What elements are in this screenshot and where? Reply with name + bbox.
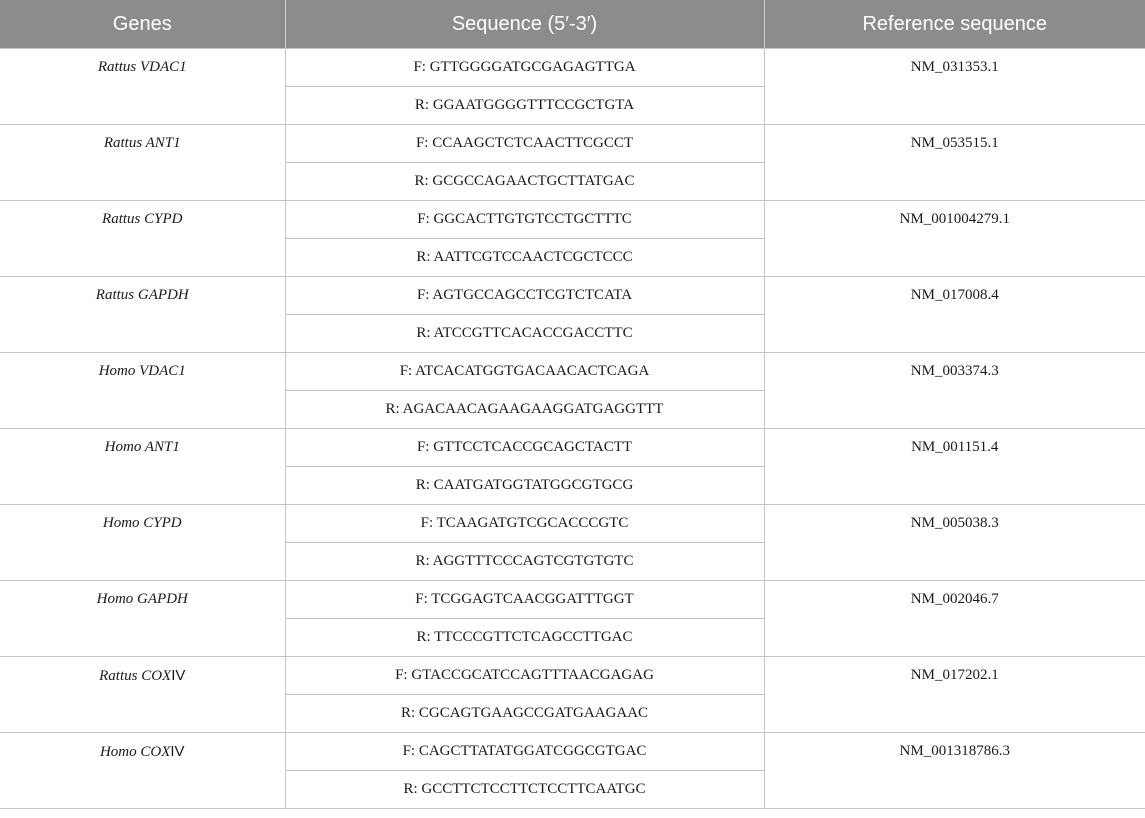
table-row xyxy=(0,733,1145,771)
reverse-primer-cell: R: AGGTTTCCCAGTCGTGTGTC xyxy=(285,543,764,581)
table-row xyxy=(0,505,1145,543)
gene-cell xyxy=(0,429,285,505)
header-reference: Reference sequence xyxy=(764,0,1145,49)
reverse-primer-cell: R: ATCCGTTCACACCGACCTTC xyxy=(285,315,764,353)
gene-name: Rattus VDAC1 xyxy=(97,59,187,75)
reference-cell: NM_017202.1 xyxy=(764,657,1145,733)
gene-name: Homo VDAC1 xyxy=(98,363,186,379)
table-row xyxy=(0,201,1145,239)
reference-cell: NM_031353.1 xyxy=(764,49,1145,125)
reverse-primer-cell: R: AATTCGTCCAACTCGCTCCC xyxy=(285,239,764,277)
forward-primer-cell: F: CCAAGCTCTCAACTTCGCCT xyxy=(285,125,764,163)
table-row xyxy=(0,429,1145,467)
table-row xyxy=(0,353,1145,391)
table-row xyxy=(0,125,1145,163)
gene-name: Rattus CYPD xyxy=(102,211,183,227)
table-row xyxy=(0,277,1145,315)
forward-primer-cell: F: GTACCGCATCCAGTTTAACGAGAG xyxy=(285,657,764,695)
gene-name: Rattus GAPDH xyxy=(95,287,189,303)
reverse-primer-cell: R: GCCTTCTCCTTCTCCTTCAATGC xyxy=(285,771,764,809)
reverse-primer-cell: R: AGACAACAGAAGAAGGATGAGGTTT xyxy=(285,391,764,429)
gene-name: Homo GAPDH xyxy=(96,591,188,607)
reverse-primer-cell: R: GCGCCAGAACTGCTTATGAC xyxy=(285,163,764,201)
forward-primer-cell: F: TCAAGATGTCGCACCCGTC xyxy=(285,505,764,543)
table-body xyxy=(0,49,1145,809)
reverse-primer-cell: R: CGCAGTGAAGCCGATGAAGAAC xyxy=(285,695,764,733)
gene-cell xyxy=(0,125,285,201)
gene-name: Homo COX xyxy=(99,744,171,760)
reverse-primer-cell: R: CAATGATGGTATGGCGTGCG xyxy=(285,467,764,505)
gene-name: Homo CYPD xyxy=(102,515,182,531)
gene-name: Homo ANT1 xyxy=(104,439,180,455)
gene-cell xyxy=(0,657,285,733)
gene-cell xyxy=(0,201,285,277)
reference-cell: NM_053515.1 xyxy=(764,125,1145,201)
gene-cell xyxy=(0,733,285,809)
reference-cell: NM_001151.4 xyxy=(764,429,1145,505)
forward-primer-cell: F: GTTGGGGATGCGAGAGTTGA xyxy=(285,49,764,87)
reference-cell: NM_003374.3 xyxy=(764,353,1145,429)
gene-cell xyxy=(0,49,285,125)
gene-name: Rattus ANT1 xyxy=(103,135,181,151)
gene-cell xyxy=(0,581,285,657)
reference-cell: NM_002046.7 xyxy=(764,581,1145,657)
gene-name: Rattus COX xyxy=(99,668,172,684)
forward-primer-cell: F: GGCACTTGTGTCCTGCTTTC xyxy=(285,201,764,239)
gene-suffix: IV xyxy=(170,743,185,760)
reference-cell: NM_017008.4 xyxy=(764,277,1145,353)
gene-cell xyxy=(0,353,285,429)
table-row xyxy=(0,49,1145,87)
forward-primer-cell: F: AGTGCCAGCCTCGTCTCATA xyxy=(285,277,764,315)
gene-cell xyxy=(0,277,285,353)
reverse-primer-cell: R: TTCCCGTTCTCAGCCTTGAC xyxy=(285,619,764,657)
reference-cell: NM_001004279.1 xyxy=(764,201,1145,277)
gene-suffix: IV xyxy=(171,667,186,684)
forward-primer-cell: F: GTTCCTCACCGCAGCTACTT xyxy=(285,429,764,467)
header-genes: Genes xyxy=(0,0,285,49)
header-row xyxy=(0,0,1145,49)
header-sequence: Sequence (5′-3′) xyxy=(285,0,764,49)
forward-primer-cell: F: TCGGAGTCAACGGATTTGGT xyxy=(285,581,764,619)
gene-cell xyxy=(0,505,285,581)
table-header xyxy=(0,0,1145,49)
table-row xyxy=(0,657,1145,695)
forward-primer-cell: F: CAGCTTATATGGATCGGCGTGAC xyxy=(285,733,764,771)
forward-primer-cell: F: ATCACATGGTGACAACACTCAGA xyxy=(285,353,764,391)
reference-cell: NM_001318786.3 xyxy=(764,733,1145,809)
reference-cell: NM_005038.3 xyxy=(764,505,1145,581)
table-row xyxy=(0,581,1145,619)
reverse-primer-cell: R: GGAATGGGGTTTCCGCTGTA xyxy=(285,87,764,125)
